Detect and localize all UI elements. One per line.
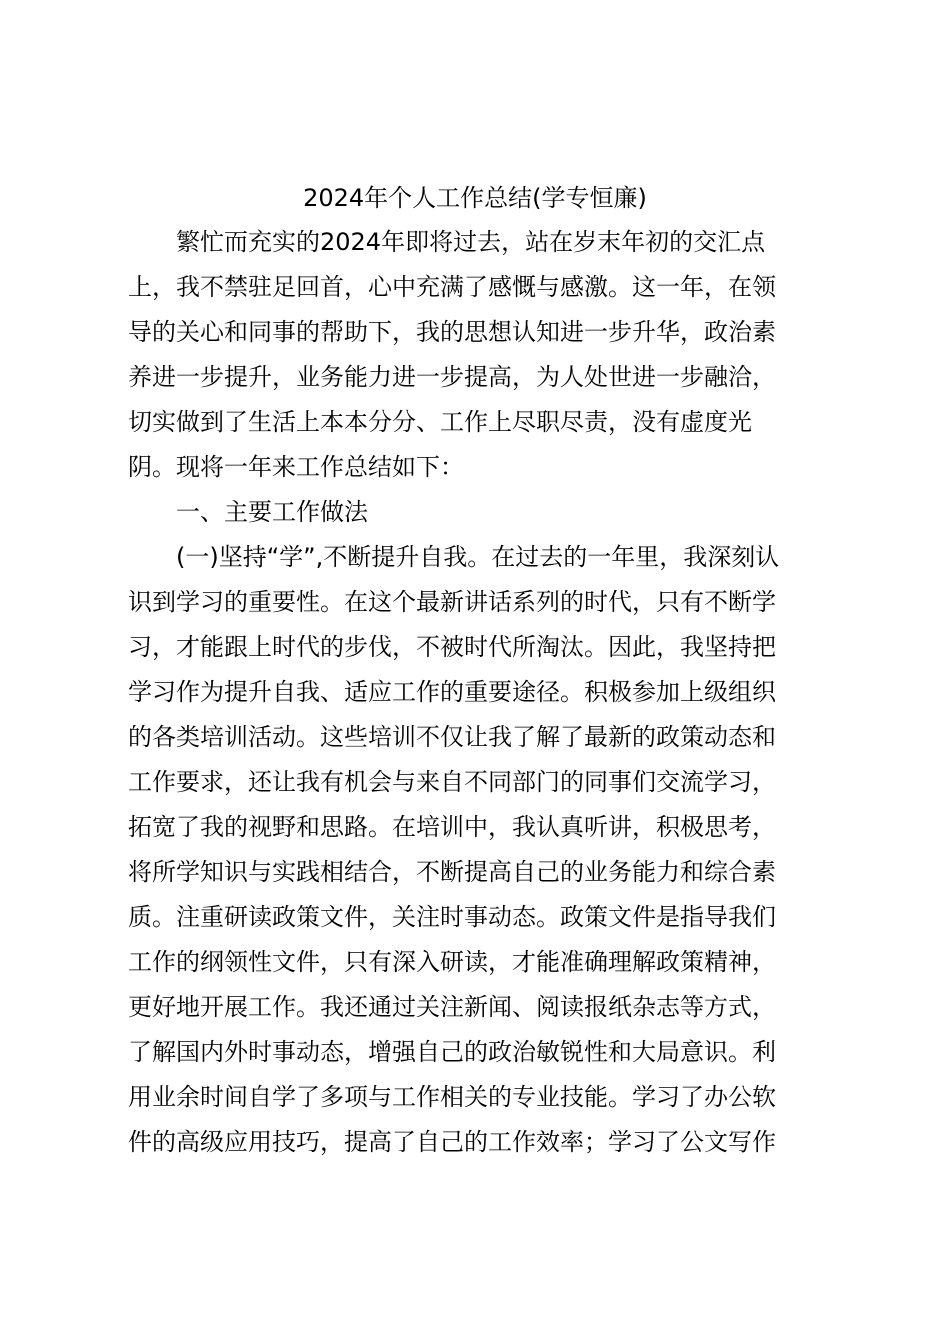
paragraph-line: 用业余时间自学了多项与工作相关的专业技能。学习了办公软: [128, 1083, 776, 1111]
paragraph-line: 习，才能跟上时代的步伐，不被时代所淘汰。因此，我坚持把: [128, 633, 776, 661]
paragraph-line: 导的关心和同事的帮助下，我的思想认知进一步升华，政治素: [128, 318, 776, 346]
paragraph-line: 工作要求，还让我有机会与来自不同部门的同事们交流学习，: [128, 768, 776, 796]
paragraph-line: 工作的纲领性文件，只有深入研读，才能准确理解政策精神，: [128, 948, 776, 976]
paragraph-line: 繁忙而充实的2024年即将过去，站在岁末年初的交汇点: [176, 228, 766, 256]
paragraph-line: 拓宽了我的视野和思路。在培训中，我认真听讲，积极思考，: [128, 813, 776, 841]
paragraph-line: 更好地开展工作。我还通过关注新闻、阅读报纸杂志等方式，: [128, 993, 776, 1021]
section-heading: 一、主要工作做法: [176, 498, 368, 526]
paragraph-line: 学习作为提升自我、适应工作的重要途径。积极参加上级组织: [128, 678, 776, 706]
paragraph-line: 养进一步提升，业务能力进一步提高，为人处世进一步融洽，: [128, 363, 776, 391]
paragraph-line: 了解国内外时事动态，增强自己的政治敏锐性和大局意识。利: [128, 1038, 776, 1066]
document-title: 2024年个人工作总结(学专恒廉): [303, 184, 647, 212]
paragraph-line: 的各类培训活动。这些培训不仅让我了解了最新的政策动态和: [128, 723, 776, 751]
paragraph-line: 识到学习的重要性。在这个最新讲话系列的时代，只有不断学: [128, 588, 776, 616]
paragraph-line: 切实做到了生活上本本分分、工作上尽职尽责，没有虚度光: [128, 408, 752, 436]
paragraph-line: 上，我不禁驻足回首，心中充满了感慨与感激。这一年，在领: [128, 273, 776, 301]
paragraph-line: 质。注重研读政策文件，关注时事动态。政策文件是指导我们: [128, 903, 776, 931]
paragraph-line: 将所学知识与实践相结合，不断提高自己的业务能力和综合素: [128, 858, 776, 886]
paragraph-line: 件的高级应用技巧，提高了自己的工作效率；学习了公文写作: [128, 1128, 776, 1156]
paragraph-line: (一)坚持“学”,不断提升自我。在过去的一年里，我深刻认: [176, 543, 780, 571]
paragraph-line: 阴。现将一年来工作总结如下：: [128, 453, 464, 481]
